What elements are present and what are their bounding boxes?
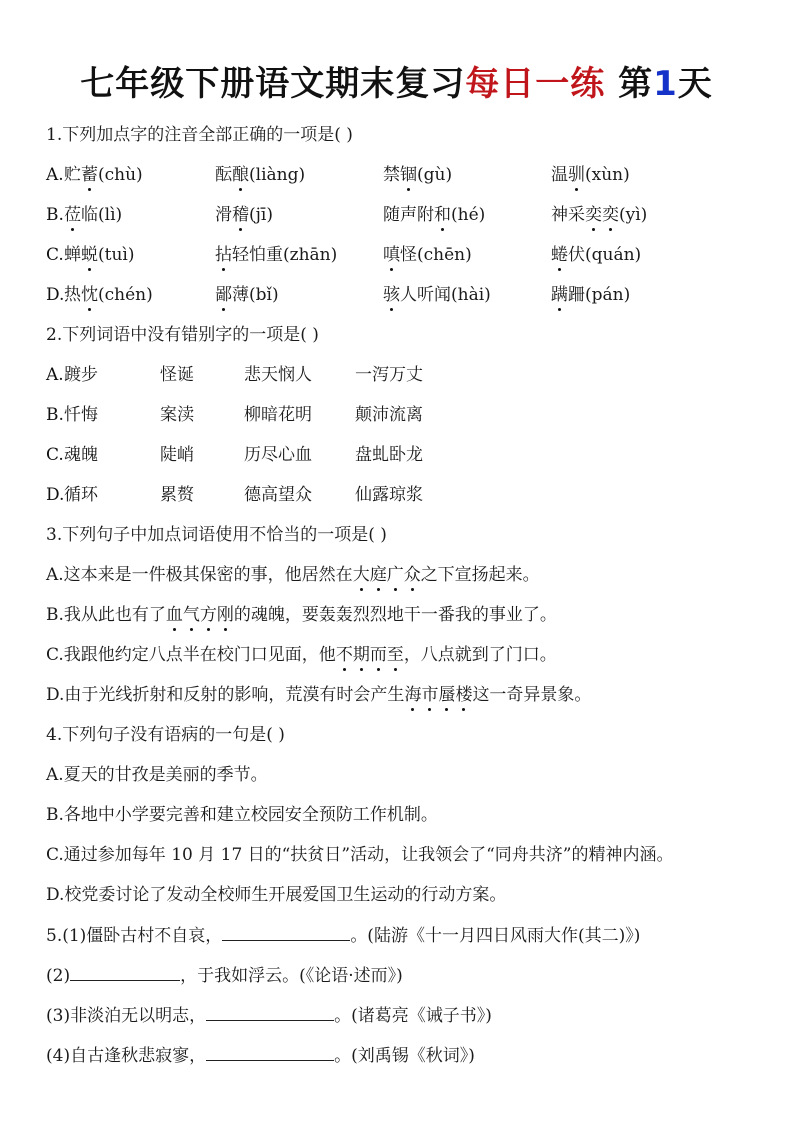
emphasis-char: 蜃 — [438, 685, 456, 705]
q2-d-word-3: 德高望众 — [244, 485, 312, 505]
q2-c-word-1: 魂魄 — [64, 445, 98, 465]
emphasis-char: 至 — [386, 645, 404, 665]
page-title — [0, 56, 793, 105]
title-day-prefix: 第 — [605, 64, 654, 104]
q3-option-c: C.我跟他约定八点半在校门口见面，他不期而至，八点就到了门口。 — [46, 645, 557, 665]
emphasis-char: 楼 — [455, 685, 473, 705]
emphasis-char: 不 — [335, 645, 353, 665]
q2-b-word-2: 案渎 — [160, 405, 194, 425]
question-4-stem: 4.下列句子没有语病的一句是( ) — [46, 725, 285, 745]
q2-option-c-label: C. — [46, 445, 64, 465]
emphasis-char: 市 — [421, 685, 439, 705]
question-3-stem: 3.下列句子中加点词语使用不恰当的一项是( ) — [46, 525, 387, 545]
q2-c-word-4: 盘虬卧龙 — [355, 445, 423, 465]
q1-a-item-4: 温驯(xùn) — [551, 165, 630, 185]
q4-option-a: A.夏天的甘孜是美丽的季节。 — [46, 765, 268, 785]
q2-a-word-3: 悲天悯人 — [244, 365, 312, 385]
q3-option-b: B.我从此也有了血气方刚的魂魄，要轰轰烈烈地干一番我的事业了。 — [46, 605, 557, 625]
emphasis-char: 刚 — [216, 605, 234, 625]
q2-c-word-2: 陡峭 — [160, 445, 194, 465]
q2-c-word-3: 历尽心血 — [244, 445, 312, 465]
q3-option-d: D.由于光线折射和反射的影响，荒漠有时会产生海市蜃楼这一奇异景象。 — [46, 685, 592, 705]
q1-d-item-3: 骇人听闻(hài) — [383, 285, 491, 305]
emphasis-char: 庭 — [369, 565, 387, 585]
q4-option-b: B.各地中小学要完善和建立校园安全预防工作机制。 — [46, 805, 438, 825]
emphasis-char: 广 — [386, 565, 404, 585]
q4-option-d: D.校党委讨论了发动全校师生开展爱国卫生运动的行动方案。 — [46, 885, 507, 905]
q3-option-a: A.这本来是一件极其保密的事，他居然在大庭广众之下宣扬起来。 — [46, 565, 540, 585]
q1-b-item-3: 随声附和(hé) — [383, 205, 486, 225]
question-2-stem: 2.下列词语中没有错别字的一项是( ) — [46, 325, 319, 345]
q2-d-word-1: 循环 — [64, 485, 98, 505]
q1-option-b-label: B. — [46, 205, 64, 225]
title-day-suffix: 天 — [677, 64, 713, 104]
emphasis-char: 众 — [403, 565, 421, 585]
answer-blank[interactable] — [70, 964, 180, 981]
title-day-number: 1 — [653, 64, 678, 104]
q2-option-d-label: D. — [46, 485, 65, 505]
q1-option-c-label: C. — [46, 245, 64, 265]
q2-option-b-label: B. — [46, 405, 64, 425]
q1-a-item-1: 贮蓄(chù) — [64, 165, 143, 185]
q5-item-1: 5.(1)僵卧古村不自哀， 。(陆游《十一月四日风雨大作(其二)》) — [46, 926, 641, 946]
title-text: 七年级下册语文期末复习 — [80, 64, 466, 104]
answer-blank[interactable] — [206, 1004, 334, 1021]
q5-item-3: (3)非淡泊无以明志， 。(诸葛亮《诫子书》) — [46, 1006, 492, 1026]
q1-a-item-2: 酝酿(liàng) — [215, 165, 306, 185]
q2-d-word-2: 累赘 — [160, 485, 194, 505]
question-1-stem: 1.下列加点字的注音全部正确的一项是( ) — [46, 125, 353, 145]
emphasis-char: 奕 — [585, 205, 602, 225]
emphasis-char: 奕 — [602, 205, 619, 225]
q1-a-item-3: 禁锢(gù) — [383, 165, 453, 185]
answer-blank[interactable] — [222, 924, 350, 941]
q2-a-word-4: 一泻万丈 — [355, 365, 423, 385]
q1-b-item-4: 神采奕奕(yì) — [551, 205, 648, 225]
q1-option-a-label: A. — [46, 165, 64, 185]
emphasis-char: 方 — [199, 605, 217, 625]
q1-b-item-2: 滑稽(jī) — [215, 205, 273, 225]
q1-c-item-2: 拈轻怕重(zhān) — [215, 245, 338, 265]
emphasis-char: 气 — [182, 605, 200, 625]
q2-b-word-1: 忏悔 — [64, 405, 98, 425]
emphasis-char: 而 — [369, 645, 387, 665]
q5-item-4: (4)自古逢秋悲寂寥， 。(刘禹锡《秋词》) — [46, 1046, 475, 1066]
emphasis-char: 海 — [404, 685, 422, 705]
q1-c-item-3: 嗔怪(chēn) — [383, 245, 472, 265]
q2-b-word-4: 颠沛流离 — [355, 405, 423, 425]
q5-item-2: (2) ，于我如浮云。(《论语·述而》) — [46, 966, 403, 986]
q1-option-d-label: D. — [46, 285, 65, 305]
q2-option-a-label: A. — [46, 365, 64, 385]
q4-option-c: C.通过参加每年 10 月 17 日的“扶贫日”活动，让我领会了“同舟共济”的精神内涵。 — [46, 845, 674, 865]
q1-d-item-2: 鄙薄(bǐ) — [215, 285, 279, 305]
q1-d-item-1: 热忱(chén) — [64, 285, 153, 305]
q1-c-item-4: 蜷伏(quán) — [551, 245, 642, 265]
q1-b-item-1: 莅临(lì) — [64, 205, 123, 225]
emphasis-char: 期 — [352, 645, 370, 665]
q2-a-word-2: 怪诞 — [160, 365, 194, 385]
title-highlight: 每日一练 — [465, 64, 606, 104]
q2-a-word-1: 踱步 — [64, 365, 98, 385]
q1-c-item-1: 蝉蜕(tuì) — [64, 245, 135, 265]
emphasis-char: 大 — [352, 565, 370, 585]
q2-d-word-4: 仙露琼浆 — [355, 485, 423, 505]
answer-blank[interactable] — [206, 1044, 334, 1061]
q2-b-word-3: 柳暗花明 — [244, 405, 312, 425]
emphasis-char: 血 — [165, 605, 183, 625]
q1-d-item-4: 蹒跚(pán) — [551, 285, 631, 305]
